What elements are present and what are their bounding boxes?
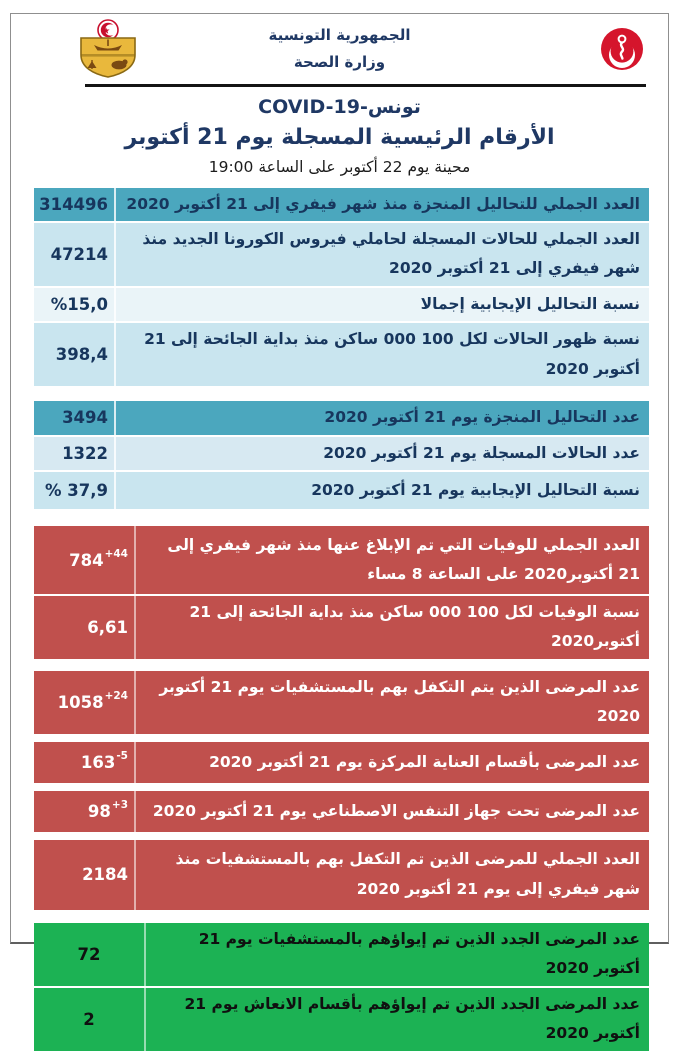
row-label: العدد الجملي للحالات المسجلة لحاملي فيروس الكورونا الجديد منذ شهر فيفري إلى 21 أكتوبر 2020 [116,223,649,286]
hospitalised-current-table [34,671,649,734]
table-row [34,671,649,734]
table-row [34,988,649,1051]
delta-badge: +24 [104,690,128,703]
row-label: عدد المرضى تحت جهاز التنفس الاصطناعي يوم 21 أكتوبر 2020 [136,791,649,832]
row-value: 314496 [34,188,116,221]
row-value: 1322 [34,437,116,470]
icu-table [34,742,649,783]
row-value: 398,4 [34,323,116,386]
table-row [34,401,649,434]
daily-stats-table [34,401,649,509]
ministry-header-text [11,26,668,71]
row-label: عدد المرضى الجدد الذين تم إيواؤهم بالمستشفيات يوم 21 أكتوبر 2020 [146,923,649,986]
row-label: عدد المرضى الذين يتم التكفل بهم بالمستشفيات يوم 21 أكتوبر 2020 [136,671,649,734]
table-row [34,188,649,221]
row-label: العدد الجملي للمرضى الذين تم التكفل بهم بالمستشفيات منذ شهر فيفري إلى يوم 21 أكتوبر 2020 [136,840,649,910]
document-header [11,14,668,80]
row-label: نسبة التحاليل الإيجابية يوم 21 أكتوبر 2020 [116,472,649,509]
table-row [34,791,649,832]
report-subtitle: الأرقام الرئيسية المسجلة يوم 21 أكتوبر [124,124,555,150]
row-value: 163 $^{-5}$ [34,742,136,783]
table-row [34,596,649,659]
ministry-title: وزارة الصحة [293,53,386,71]
deaths-table [34,526,649,659]
table-row [34,526,649,594]
row-label: عدد المرضى بأقسام العناية المركزة يوم 21 أكتوبر 2020 [136,742,649,783]
ministry-of-health-logo-icon [600,27,644,75]
row-label: عدد التحاليل المنجزة يوم 21 أكتوبر 2020 [116,401,649,434]
row-label: العدد الجملي للوفيات التي تم الإبلاغ عنها منذ شهر فيفري إلى 21 أكتوبر2020 على الساعة 8 مساء [136,526,649,594]
table-row [34,472,649,509]
table-row [34,923,649,986]
row-label: عدد المرضى الجدد الذين تم إيواؤهم بأقسام الانعاش يوم 21 أكتوبر 2020 [146,988,649,1051]
covid-title: تونس-COVID-19 [258,95,421,118]
table-row [34,288,649,321]
ventilator-table [34,791,649,832]
header-divider [85,84,646,87]
delta-badge: -5 [116,750,128,763]
new-admissions-table [34,923,649,1051]
table-row [34,323,649,386]
row-value: 2184 [34,840,136,910]
table-row [34,223,649,286]
delta-badge: +44 [104,548,128,560]
row-value: 6,61 [34,596,136,659]
updated-timestamp: محينة يوم 22 أكتوبر على الساعة 19:00 [208,157,471,176]
delta-badge: +3 [111,799,128,812]
row-value: 3494 [34,401,116,434]
row-value: 47214 [34,223,116,286]
cumulative-stats-table [34,188,649,387]
row-value: %15,0 [34,288,116,321]
row-label: نسبة ظهور الحالات لكل 100 000 ساكن منذ بداية الجائحة إلى 21 أكتوبر 2020 [116,323,649,386]
page-frame [10,13,669,1043]
row-label: العدد الجملي للتحاليل المنجزة منذ شهر فيفري إلى 21 أكتوبر 2020 [116,188,649,221]
row-label: نسبة الوفيات لكل 100 000 ساكن منذ بداية الجائحة إلى 21 أكتوبر2020 [136,596,649,659]
row-label: عدد الحالات المسجلة يوم 21 أكتوبر 2020 [116,437,649,470]
row-value: 1058 $^{+24}$ [34,671,136,734]
republic-title: الجمهورية التونسية [268,26,411,44]
row-value: 784 $^{+44}$ [34,526,136,594]
hospitalised-total-table [34,840,649,910]
table-row [34,840,649,910]
table-row [34,742,649,783]
row-value: % 37,9 [34,472,116,509]
row-value: 98 $^{+3}$ [34,791,136,832]
table-row [34,437,649,470]
row-label: نسبة التحاليل الإيجابية إجمالا [116,288,649,321]
row-value: 2 [34,988,146,1051]
row-value: 72 [34,923,146,986]
